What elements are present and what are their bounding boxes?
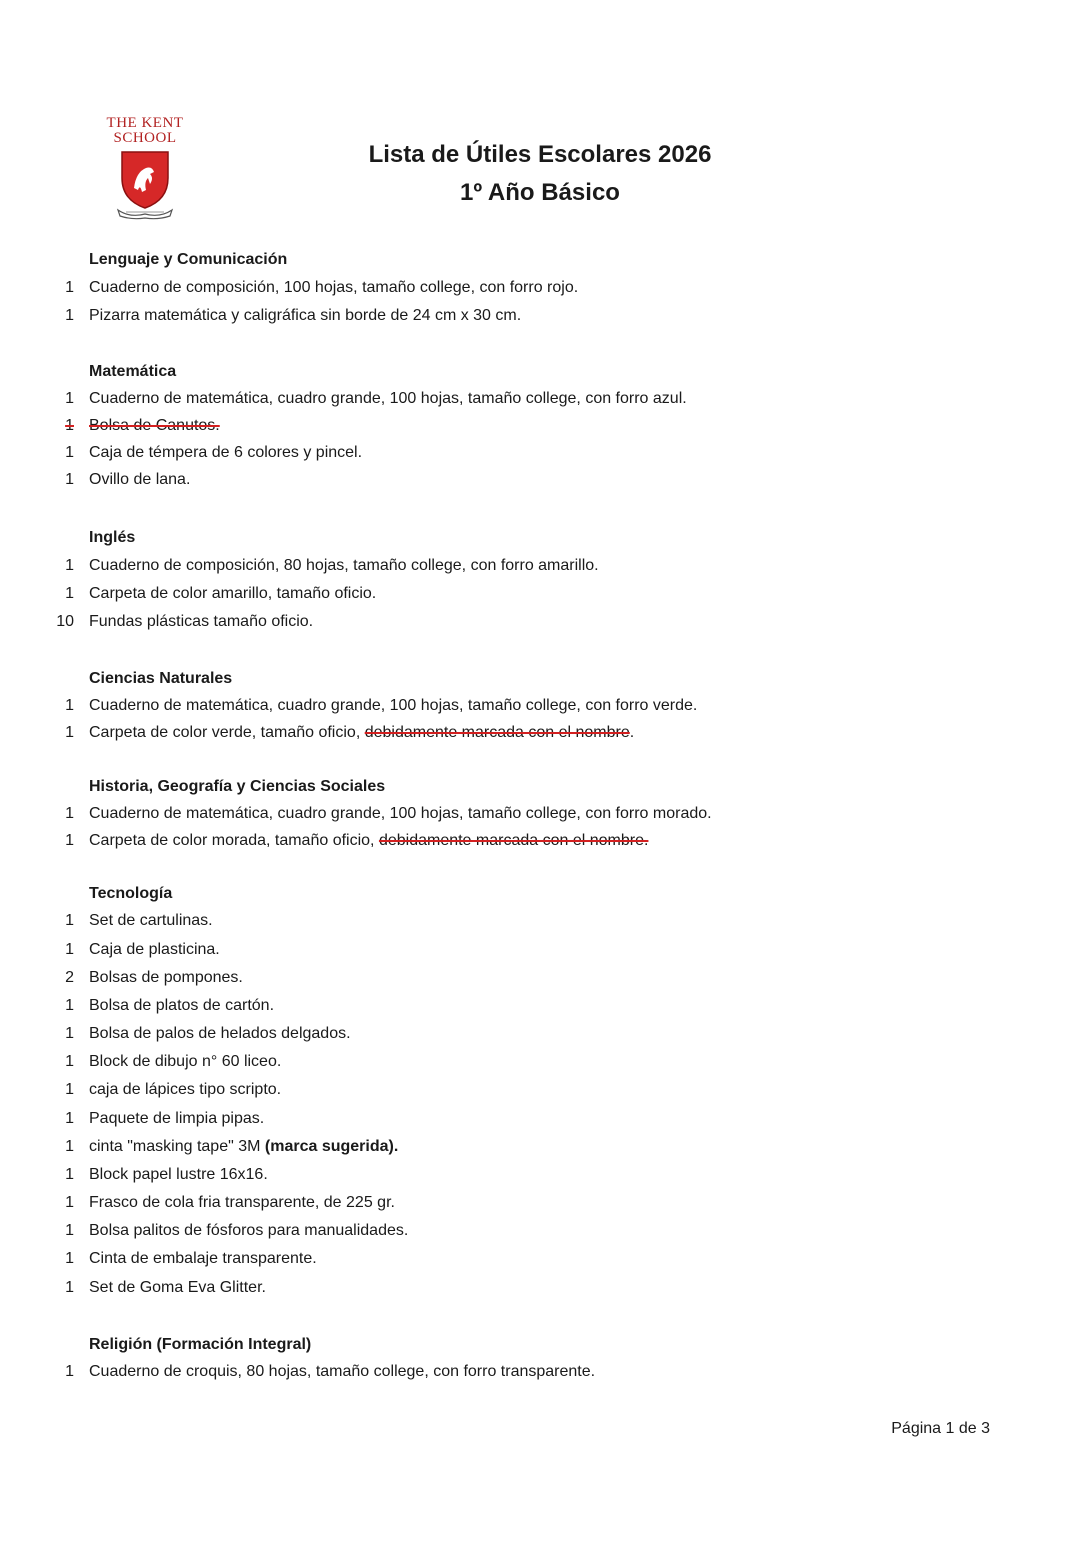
item-text: Cuaderno de matemática, cuadro grande, 100 hojas, tamaño college, con forro azul. — [89, 390, 687, 407]
item-text: Carpeta de color morada, tamaño oficio, — [89, 832, 379, 849]
item-text: Cuaderno de composición, 80 hojas, tamaño college, con forro amarillo. — [89, 557, 599, 574]
item-description — [89, 967, 243, 989]
item-quantity: 1 — [65, 1194, 74, 1211]
item-description — [89, 1220, 408, 1242]
item-quantity: 1 — [65, 1279, 74, 1296]
section-heading: Ciencias Naturales — [89, 670, 233, 687]
item-struck-text: debidamente marcada con el nombre — [364, 724, 630, 741]
title-line1: Lista de Útiles Escolares 2026 — [368, 141, 712, 168]
item-text: Pizarra matemática y caligráfica sin borde de 24 cm x 30 cm. — [89, 307, 522, 324]
title-line2: 1º Año Básico — [460, 179, 620, 206]
section-heading: Historia, Geografía y Ciencias Sociales — [89, 778, 386, 795]
item-description — [89, 1108, 264, 1130]
item-quantity: 1 — [65, 1053, 74, 1070]
item-quantity: 1 — [65, 941, 74, 958]
item-quantity: 1 — [65, 805, 74, 822]
section-heading: Inglés — [89, 529, 136, 546]
list-item — [0, 583, 1080, 605]
school-crest-icon — [110, 148, 180, 220]
item-text: Caja de témpera de 6 colores y pincel. — [89, 444, 363, 461]
item-text: Cuaderno de composición, 100 hojas, tamaño college, con forro rojo. — [89, 279, 579, 296]
item-text: Cuaderno de matemática, cuadro grande, 100 hojas, tamaño college, con forro verde. — [89, 697, 698, 714]
logo-text-line2: SCHOOL — [113, 130, 177, 146]
item-text: Block papel lustre 16x16. — [89, 1166, 268, 1183]
item-bold-note: (marca sugerida). — [264, 1138, 399, 1155]
item-description — [89, 1136, 398, 1158]
item-description — [89, 305, 521, 327]
item-text: Ovillo de lana. — [89, 471, 191, 488]
item-quantity: 1 — [65, 585, 74, 602]
item-description — [89, 1164, 268, 1186]
item-description — [89, 1277, 266, 1299]
list-item — [0, 695, 1080, 717]
item-quantity: 1 — [65, 1110, 74, 1127]
item-quantity: 1 — [65, 279, 74, 296]
item-text: Bolsas de pompones. — [89, 969, 243, 986]
item-text: Bolsa de palos de helados delgados. — [89, 1025, 351, 1042]
section-heading: Religión (Formación Integral) — [89, 1336, 312, 1353]
page-number: Página 1 de 3 — [891, 1420, 990, 1437]
list-item — [0, 722, 1080, 744]
item-description — [89, 910, 213, 932]
list-item — [0, 803, 1080, 825]
item-description — [89, 1023, 351, 1045]
list-item — [0, 1220, 1080, 1242]
list-item — [0, 469, 1080, 491]
item-quantity: 1 — [65, 1138, 74, 1155]
item-text: Bolsa palitos de fósforos para manualidades. — [89, 1222, 409, 1239]
list-item — [0, 1108, 1080, 1130]
list-item — [0, 967, 1080, 989]
item-text-suffix: . — [629, 724, 635, 741]
item-text: Block de dibujo n° 60 liceo. — [89, 1053, 282, 1070]
item-text: Cinta de embalaje transparente. — [89, 1250, 317, 1267]
list-item — [0, 1248, 1080, 1270]
item-struck-text: debidamente marcada con el nombre. — [378, 832, 649, 849]
item-text: Frasco de cola fria transparente, de 225 gr. — [89, 1194, 395, 1211]
item-text: Carpeta de color verde, tamaño oficio, — [89, 724, 365, 741]
item-quantity: 2 — [65, 969, 74, 986]
item-description — [89, 803, 712, 825]
item-text: caja de lápices tipo scripto. — [89, 1081, 282, 1098]
item-description — [89, 830, 648, 852]
list-item — [0, 830, 1080, 852]
item-description — [89, 1248, 317, 1270]
item-description — [89, 611, 313, 633]
item-quantity: 1 — [65, 1166, 74, 1183]
list-item — [0, 442, 1080, 464]
list-item — [0, 1136, 1080, 1158]
list-item — [0, 611, 1080, 633]
item-quantity: 1 — [65, 724, 74, 741]
item-quantity: 1 — [65, 1363, 74, 1380]
list-item — [0, 1164, 1080, 1186]
item-quantity: 1 — [65, 1081, 74, 1098]
item-quantity: 1 — [65, 417, 74, 434]
item-description — [89, 995, 274, 1017]
item-text: Caja de plasticina. — [89, 941, 220, 958]
item-quantity: 1 — [65, 912, 74, 929]
item-description — [89, 583, 376, 605]
item-quantity: 1 — [65, 444, 74, 461]
item-quantity: 1 — [65, 1222, 74, 1239]
item-text: Bolsa de Canutos. — [89, 417, 220, 434]
list-item — [0, 1023, 1080, 1045]
item-description — [89, 555, 599, 577]
item-text: Bolsa de platos de cartón. — [89, 997, 275, 1014]
list-item — [0, 277, 1080, 299]
section-heading: Matemática — [89, 363, 177, 380]
item-quantity: 1 — [65, 997, 74, 1014]
item-text: Set de cartulinas. — [89, 912, 213, 929]
item-quantity: 1 — [65, 832, 74, 849]
section-heading: Lenguaje y Comunicación — [89, 251, 288, 268]
item-quantity: 1 — [65, 1025, 74, 1042]
item-quantity: 1 — [65, 390, 74, 407]
list-item — [0, 1051, 1080, 1073]
item-description — [89, 1079, 281, 1101]
item-text: cinta "masking tape" 3M — [89, 1138, 265, 1155]
item-description — [89, 415, 220, 437]
list-item — [0, 1277, 1080, 1299]
item-description — [89, 469, 190, 491]
item-description — [89, 388, 687, 410]
list-item — [0, 555, 1080, 577]
logo-text-line1: THE KENT — [106, 115, 184, 131]
item-text: Fundas plásticas tamaño oficio. — [89, 613, 314, 630]
item-description — [89, 1361, 595, 1383]
list-item — [0, 415, 1080, 437]
list-item — [0, 910, 1080, 932]
item-text: Cuaderno de croquis, 80 hojas, tamaño college, con forro transparente. — [89, 1363, 596, 1380]
list-item — [0, 305, 1080, 327]
item-quantity: 1 — [65, 471, 74, 488]
item-text: Paquete de limpia pipas. — [89, 1110, 265, 1127]
list-item — [0, 1192, 1080, 1214]
item-text: Set de Goma Eva Glitter. — [89, 1279, 266, 1296]
list-item — [0, 388, 1080, 410]
item-quantity: 1 — [65, 307, 74, 324]
list-item — [0, 1079, 1080, 1101]
item-quantity: 1 — [65, 1250, 74, 1267]
item-description — [89, 442, 362, 464]
list-item — [0, 1361, 1080, 1383]
item-text: Carpeta de color amarillo, tamaño oficio. — [89, 585, 377, 602]
item-description — [89, 695, 697, 717]
item-description — [89, 1051, 281, 1073]
document-title — [300, 136, 780, 212]
item-quantity: 1 — [65, 557, 74, 574]
item-description — [89, 1192, 395, 1214]
list-item — [0, 995, 1080, 1017]
item-quantity: 10 — [56, 613, 74, 630]
item-description — [89, 722, 634, 744]
school-logo — [92, 116, 198, 220]
section-heading: Tecnología — [89, 885, 173, 902]
item-description — [89, 939, 220, 961]
item-description — [89, 277, 578, 299]
item-text: Cuaderno de matemática, cuadro grande, 100 hojas, tamaño college, con forro morado. — [89, 805, 712, 822]
list-item — [0, 939, 1080, 961]
item-quantity: 1 — [65, 697, 74, 714]
